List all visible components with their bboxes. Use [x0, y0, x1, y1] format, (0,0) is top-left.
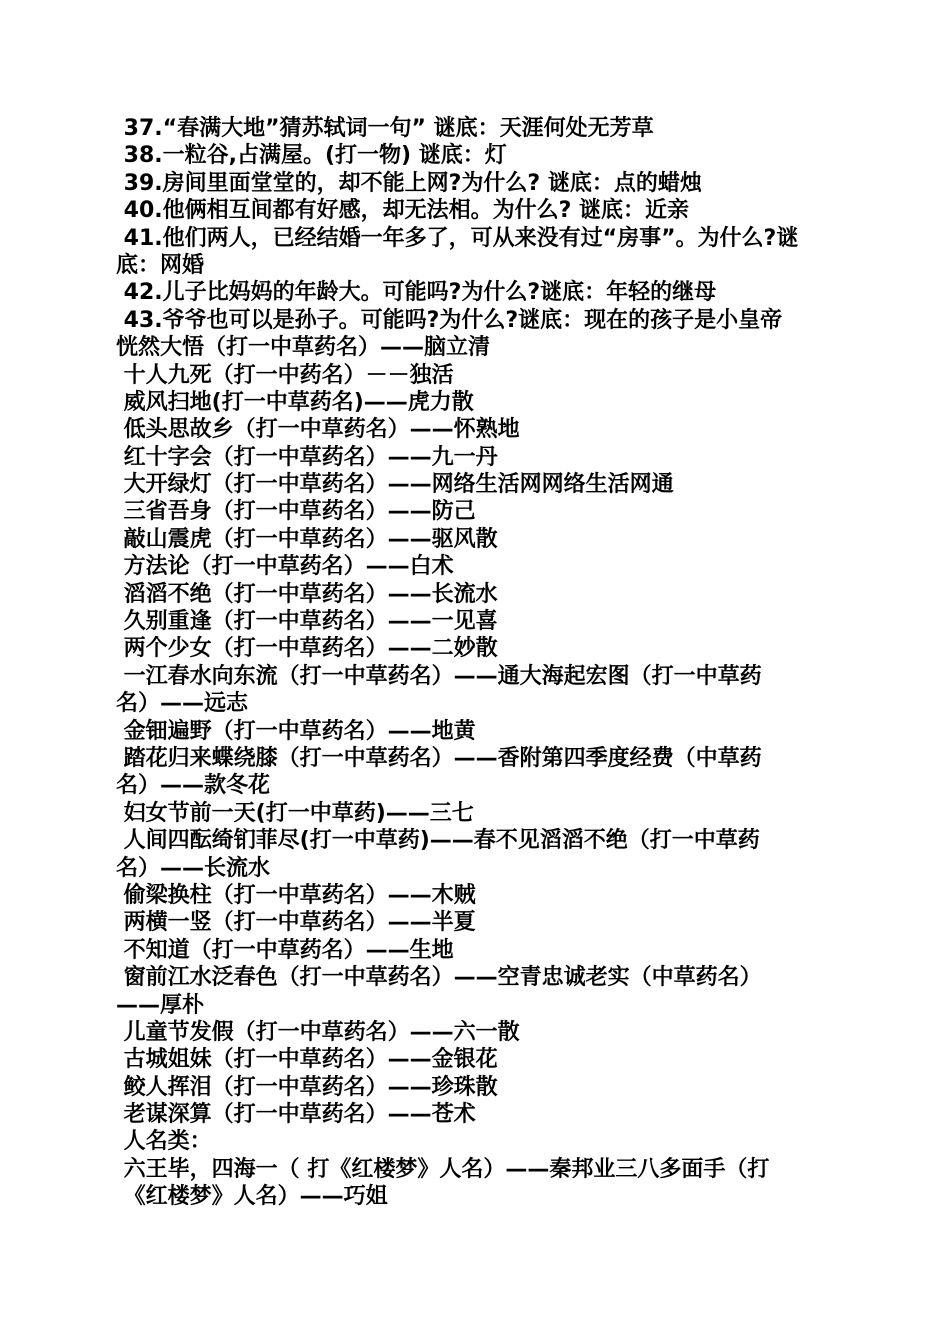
text-line: 名）——款冬花 [116, 773, 271, 799]
riddle-text-body [116, 115, 836, 1211]
text-line: 低头思故乡（打一中草药名）——怀熟地 [116, 417, 520, 443]
text-line: 底：网婚 [116, 252, 205, 278]
text-line: 43.爷爷也可以是孙子。可能吗?为什么?谜底：现在的孩子是小皇帝 [116, 307, 783, 333]
text-line: 久别重逢（打一中草药名）——一见喜 [116, 609, 498, 635]
text-line: 一江春水向东流（打一中草药名）——通大海起宏图（打一中草药 [116, 663, 762, 689]
text-line: 名）——远志 [116, 691, 249, 717]
text-line: 儿童节发假（打一中草药名）——六一散 [116, 1019, 520, 1045]
text-line: 偷梁换柱（打一中草药名）——木贼 [116, 882, 476, 908]
text-line: 威风扫地(打一中草药名)——虎力散 [116, 389, 474, 415]
text-line: 六王毕，四海一（ 打《红楼梦》人名）——秦邦业三八多面手（打 [116, 1156, 770, 1182]
text-line: 十人九死（打一中药名）－－独活 [116, 362, 454, 388]
text-line: 三省吾身（打一中草药名）——防己 [116, 499, 476, 525]
text-line: 《红楼梦》人名）——巧姐 [116, 1184, 388, 1210]
text-line: 两个少女（打一中草药名）——二妙散 [116, 636, 498, 662]
text-line: 敲山震虎（打一中草药名）——驱风散 [116, 526, 498, 552]
text-line: 不知道（打一中草药名）——生地 [116, 937, 454, 963]
text-line: ——厚朴 [116, 992, 205, 1018]
text-line: 老谋深算（打一中草药名）——苍术 [116, 1102, 476, 1128]
text-line: 窗前江水泛春色（打一中草药名）——空青忠诚老实（中草药名） [116, 965, 762, 991]
text-line: 40.他俩相互间都有好感，却无法相。为什么? 谜底：近亲 [116, 198, 690, 224]
text-line: 鲛人挥泪（打一中草药名）——珍珠散 [116, 1074, 498, 1100]
text-line: 踏花归来蝶绕膝（打一中草药名）——香附第四季度经费（中草药 [116, 745, 762, 771]
text-line: 人名类： [116, 1129, 212, 1155]
text-line: 大开绿灯（打一中草药名）——网络生活网网络生活网通 [116, 472, 674, 498]
text-line: 42.儿子比妈妈的年龄大。可能吗?为什么?谜底：年轻的继母 [116, 280, 717, 306]
text-line: 红十字会（打一中草药名）——九一丹 [116, 444, 498, 470]
text-line: 方法论（打一中草药名）——白术 [116, 554, 454, 580]
text-line: 41.他们两人，已经结婚一年多了，可从来没有过“房事”。为什么?谜 [116, 225, 799, 251]
text-line: 恍然大悟（打一中草药名）——脑立清 [116, 335, 491, 361]
text-line: 金钿遍野（打一中草药名）——地黄 [116, 718, 476, 744]
text-line: 古城姐妹（打一中草药名）——金银花 [116, 1047, 498, 1073]
text-line: 人间四酝绮钔菲尽(打一中草药)——春不见滔滔不绝（打一中草药 [116, 828, 760, 854]
text-line: 37.“春满大地”猜苏轼词一句” 谜底：天涯何处无芳草 [116, 116, 654, 141]
text-line: 名）——长流水 [116, 855, 271, 881]
text-line: 两横一竖（打一中草药名）——半夏 [116, 910, 476, 936]
text-line: 妇女节前一天(打一中草药)——三七 [116, 800, 474, 826]
text-line: 滔滔不绝（打一中草药名）——长流水 [116, 581, 498, 607]
text-line: 38.一粒谷,占满屋。(打一物) 谜底：灯 [116, 143, 507, 169]
text-line: 39.房间里面堂堂的，却不能上网?为什么? 谜底：点的蜡烛 [116, 170, 702, 196]
